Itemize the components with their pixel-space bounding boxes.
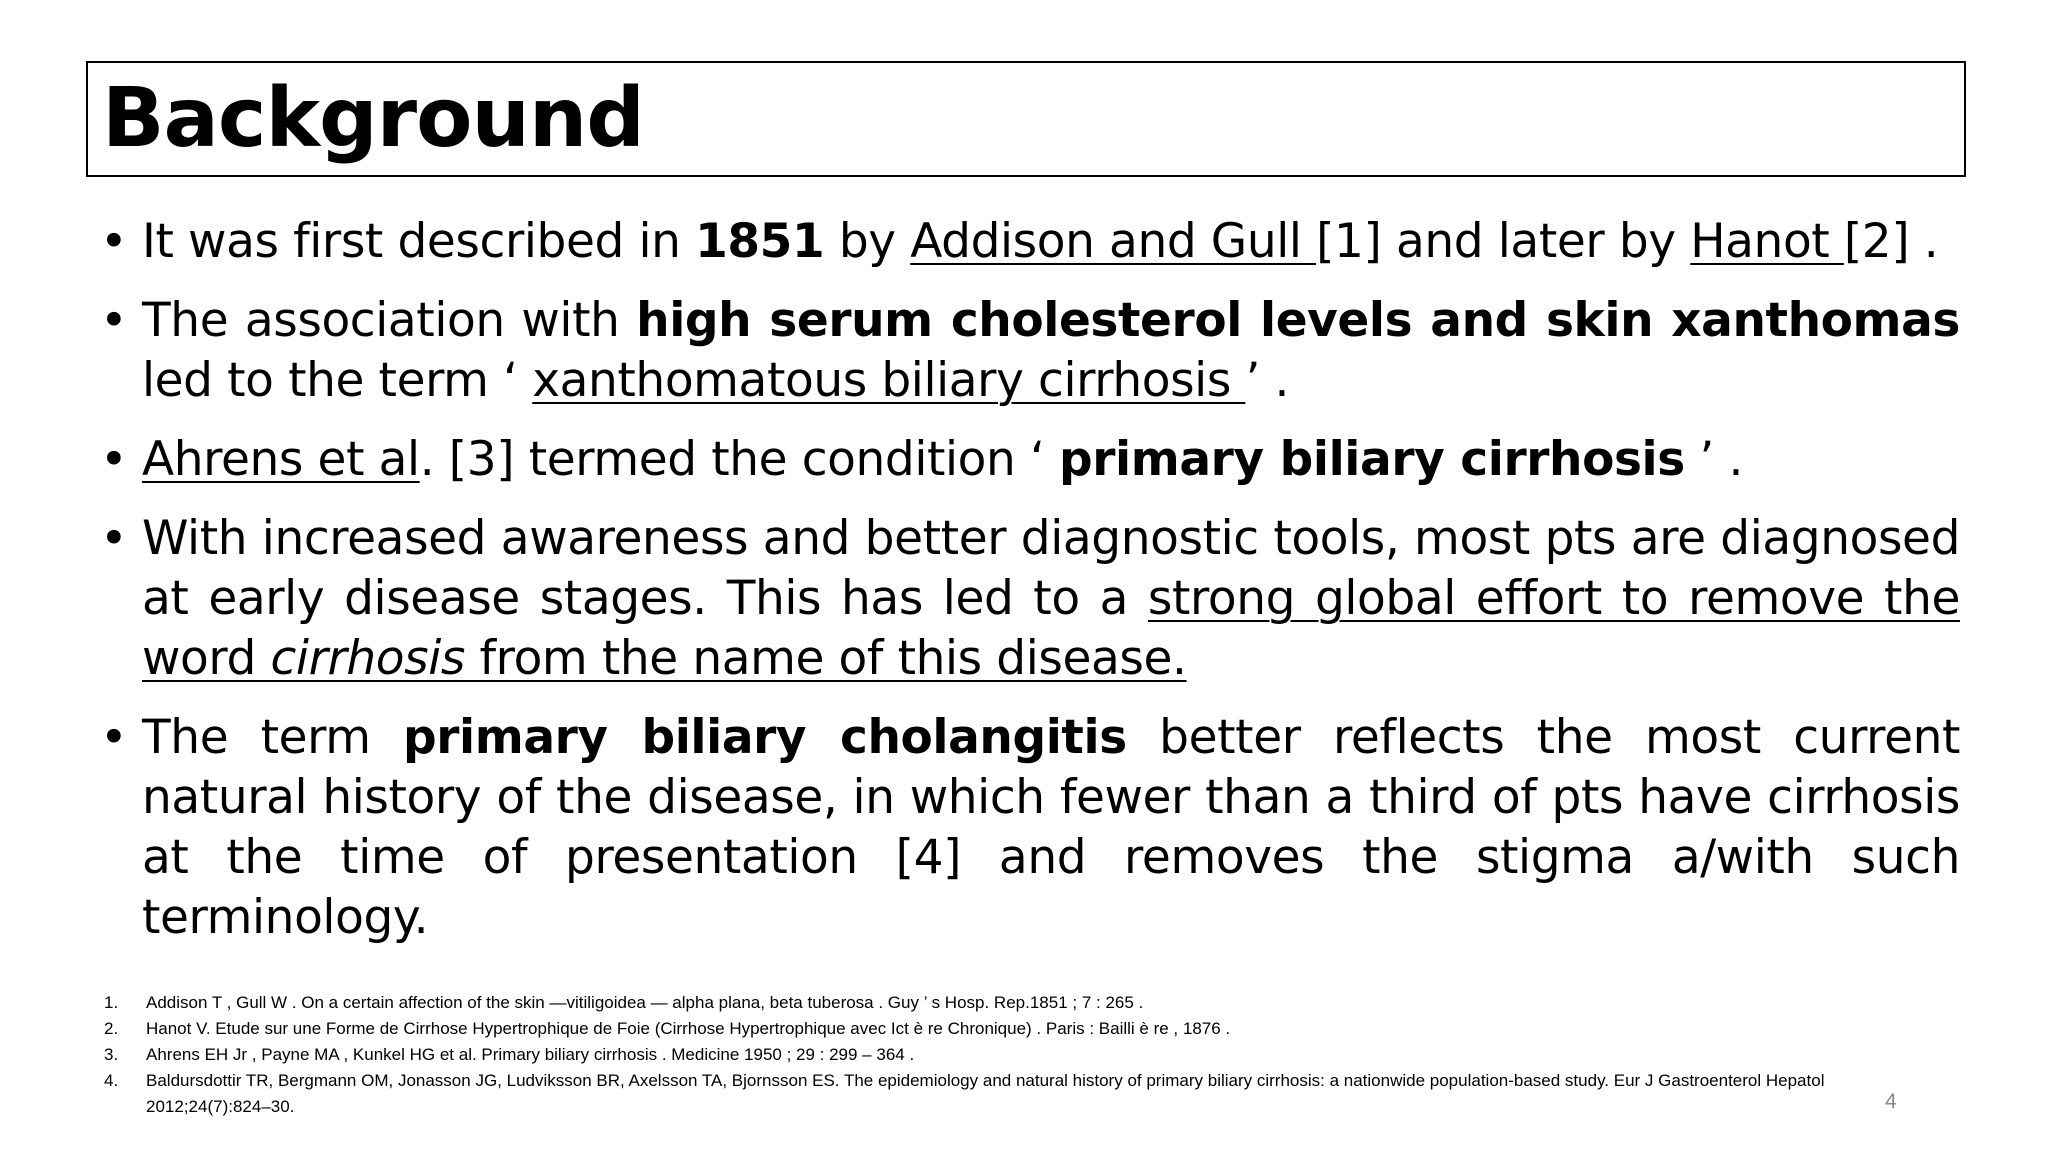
bullet-text-underlined: Hanot [1690, 214, 1844, 269]
bullet-item [100, 430, 1960, 490]
bullet-text: by [824, 214, 911, 269]
reference-item [104, 990, 1894, 1016]
bullet-text-underlined: Ahrens et al [142, 432, 420, 487]
bullet-dot-icon: • [100, 214, 128, 269]
bullet-text-bold: 1851 [695, 214, 825, 269]
reference-number: 4. [104, 1071, 119, 1090]
bullet-text-bold: primary biliary cholangitis [403, 710, 1127, 765]
reference-item [104, 1068, 1894, 1120]
bullet-text-underlined: from the name of this disease. [465, 631, 1187, 686]
bullet-text-bold: primary biliary cirrhosis [1059, 432, 1685, 487]
bullet-dot-icon: • [100, 511, 128, 566]
slide-title: Background [102, 71, 644, 166]
bullet-text: With increased awareness and better diagnostic tools, most pts are diagnosed at early disease stages. This has led to a [142, 511, 1960, 626]
bullet-text: The association with [142, 293, 637, 348]
reference-number: 1. [104, 993, 119, 1012]
bullet-text: ’ . [1245, 353, 1290, 408]
reference-text: Hanot V. Etude sur une Forme de Cirrhose Hypertrophique de Foie (Cirrhose Hypertrophique avec Ict è re Chronique) . Paris : Bailli è re , 1876 . [146, 1019, 1231, 1038]
bullet-list [100, 212, 1960, 967]
reference-text: Addison T , Gull W . On a certain affection of the skin —vitiligoidea — alpha plana, beta tuberosa . Guy ’ s Hosp. Rep.1851 ; 7 : 265 . [146, 993, 1144, 1012]
reference-list [104, 990, 1894, 1120]
bullet-text-underlined: strong global effort to remove the word [142, 571, 1960, 686]
bullet-dot-icon: • [100, 710, 128, 765]
bullet-text: led to the term ‘ [142, 353, 533, 408]
bullet-text-underlined-italic: cirrhosis [270, 631, 465, 686]
bullet-text: better reflects the most current natural history of the disease, in which fewer than a third of pts have cirrhosis at the time of presentation [4] and removes the stigma a/with such terminology. [142, 710, 1960, 945]
bullet-dot-icon: • [100, 293, 128, 348]
bullet-text: It was first described in [142, 214, 696, 269]
bullet-text: [2] . [1843, 214, 1939, 269]
reference-number: 2. [104, 1019, 119, 1038]
bullet-item [100, 212, 1960, 272]
reference-text: Ahrens EH Jr , Payne MA , Kunkel HG et al. Primary biliary cirrhosis . Medicine 1950 ; 29 : 299 – 364 . [146, 1045, 915, 1064]
bullet-item [100, 708, 1960, 948]
bullet-item [100, 291, 1960, 411]
page-number: 4 [1885, 1090, 1897, 1113]
reference-item [104, 1016, 1894, 1042]
title-box [86, 61, 1966, 177]
bullet-text-underlined: Addison and Gull [910, 214, 1317, 269]
bullet-text: ’ . [1684, 432, 1744, 487]
bullet-text: [1] and later by [1316, 214, 1691, 269]
bullet-text-bold: high serum cholesterol levels and skin xanthomas [636, 293, 1960, 348]
bullet-text: . [3] termed the condition ‘ [419, 432, 1060, 487]
reference-text: Baldursdottir TR, Bergmann OM, Jonasson JG, Ludviksson BR, Axelsson TA, Bjornsson ES. The epidemiology and natural history of primary biliary cirrhosis: a nationwide population-based study. Eur J Gastroenterol Hepatol 2012;24(7):824–30. [146, 1071, 1825, 1116]
reference-number: 3. [104, 1045, 119, 1064]
bullet-text: The term [142, 710, 404, 765]
bullet-text-underlined: xanthomatous biliary cirrhosis [532, 353, 1246, 408]
bullet-dot-icon: • [100, 432, 128, 487]
reference-item [104, 1042, 1894, 1068]
bullet-item [100, 509, 1960, 689]
